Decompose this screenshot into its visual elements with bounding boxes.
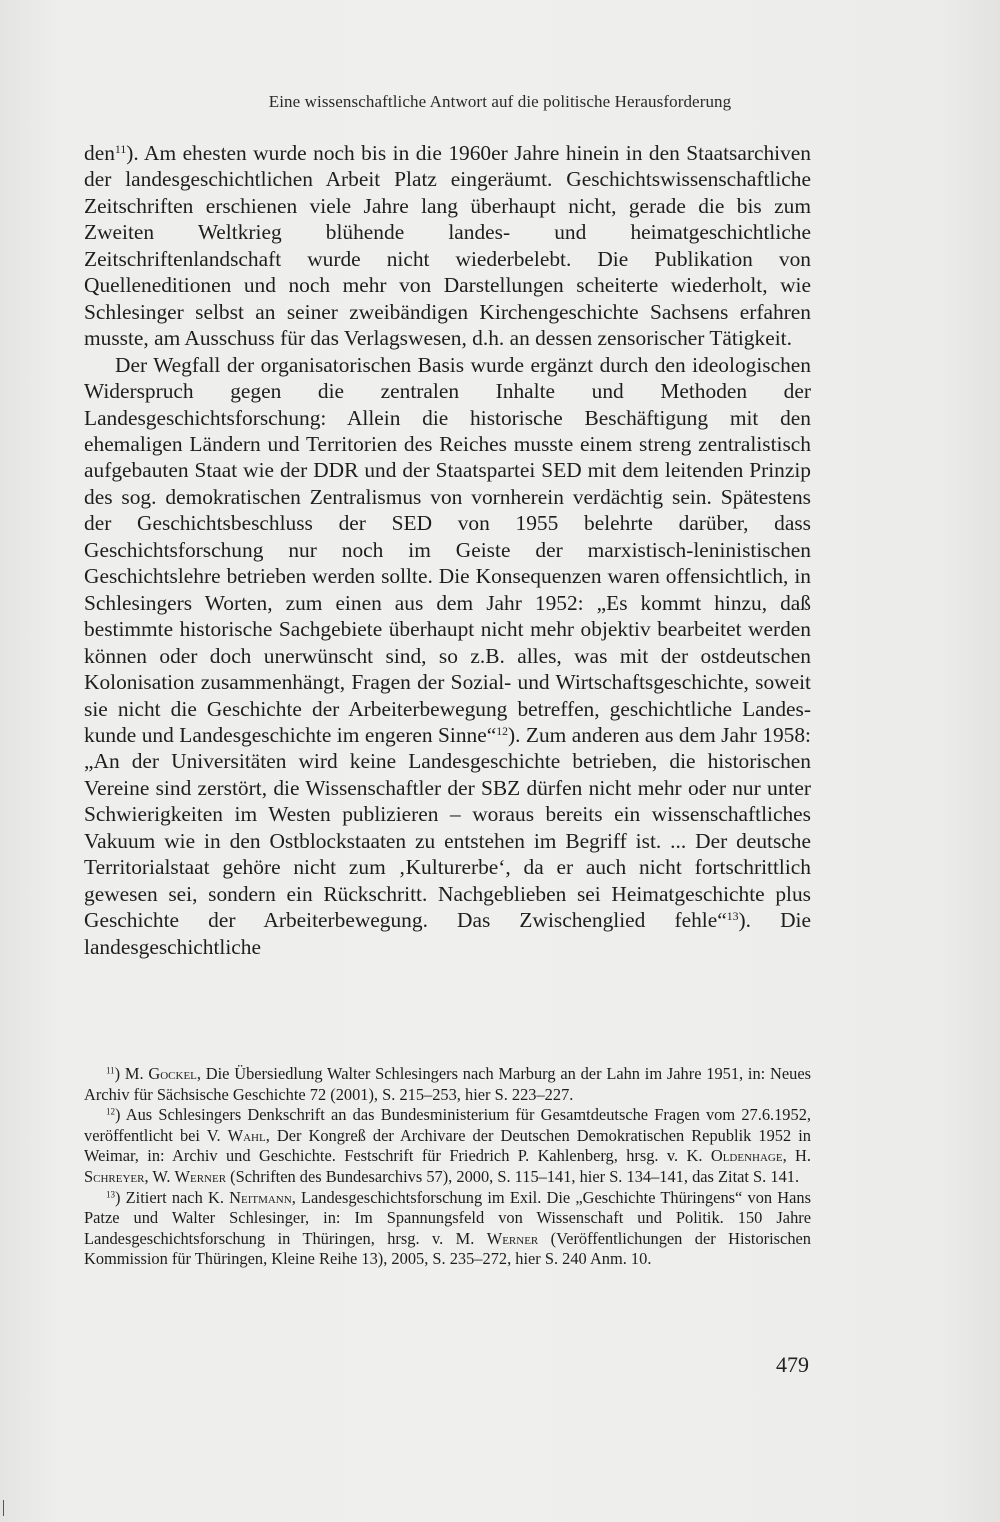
- text-run: den: [84, 141, 115, 165]
- footnote-number: 12: [106, 1106, 115, 1117]
- footnote-ref[interactable]: 13: [726, 910, 739, 924]
- paragraph: [84, 140, 811, 352]
- footnotes: [84, 1064, 811, 1270]
- footnote: [84, 1188, 811, 1270]
- text-run: (Veröffentlichungen der Historischen Kommission für Thüringen, Kleine Reihe 13), 2005, S. 235–272, hier S. 240 Anm. 10.: [84, 1228, 811, 1269]
- author-name: Neitmann: [229, 1187, 292, 1207]
- text-run: (Schriften des Bundesarchivs 57), 2000, S. 115–141, hier S. 134–141, das Zitat S. 141.: [226, 1166, 800, 1186]
- text-run: ). Die landesgeschichtliche: [84, 908, 811, 959]
- footnote-number: 11: [106, 1065, 115, 1076]
- author-name: Schreyer: [84, 1166, 145, 1186]
- text-run: , Landesgeschichtsforschung im Exil. Die „Geschichte Thüringens“ von Hans Patze und Walter Schlesinger, in: Im Spannungsfeld von Wissenschaft und Politik. 150 Jahre Landesgeschichtsforschung in Thüringen, hrsg. v. M.: [84, 1187, 811, 1248]
- running-head: Eine wissenschaftliche Antwort auf die politische Herausforderung: [268, 92, 732, 111]
- text-run: ) Zitiert nach K.: [115, 1187, 230, 1207]
- page-number: 479: [776, 1352, 809, 1377]
- paragraph: [84, 352, 811, 960]
- main-text: [84, 140, 811, 960]
- footnote-ref[interactable]: 11: [114, 142, 127, 156]
- author-name: Gockel: [148, 1064, 197, 1083]
- author-name: Wahl: [227, 1125, 266, 1145]
- footnote-ref[interactable]: 12: [496, 724, 508, 738]
- footnote: [84, 1105, 811, 1187]
- footnote-number: 13: [106, 1189, 115, 1200]
- text-run: ) M.: [114, 1064, 149, 1083]
- author-name: Werner: [174, 1166, 227, 1186]
- author-name: Oldenhage: [710, 1146, 783, 1166]
- text-run: ). Zum anderen aus dem Jahr 1958: „An der Universitäten wird keine Landesgeschichte betrieben, die historischen Vereine sind zerstört, die Wissenschaftler der SBZ dürfen nicht mehr oder nur unter Schwierigkeiten im Westen publizieren – woraus bereits ein wissenschaftliches Vakuum wie in den Ostblockstaaten zu entstehen im Begriff ist. ... Der deutsche Territorialstaat gehöre nicht zum ‚Kulturerbe‘, da er auch nicht fortschrittlich gewesen sei, sondern ein Rückschritt. Nachgeblieben sei Heimatgeschichte plus Geschichte der Arbeiterbewegung. Das Zwischenglied fehle“: [84, 722, 811, 933]
- text-run: ) Aus Schlesingers Denkschrift an das Bundesministerium für Gesamtdeutsche Fragen vom 27.6.1952, veröffentlicht bei V.: [84, 1105, 811, 1145]
- text-run: , Der Kongreß der Archivare der Deutschen Demokratischen Republik 1952 in Weimar, in: Archiv und Geschichte. Festschrift für Friedrich P. Kahlenberg, hrsg. v. K.: [84, 1125, 811, 1166]
- author-name: Werner: [486, 1228, 539, 1248]
- footnote: [84, 1064, 811, 1105]
- text-run: ). Am ehesten wurde noch bis in die 1960er Jahre hinein in den Staatsarchiven der landesgeschichtlichen Arbeit Platz eingeräumt. Geschichtswissenschaftliche Zeitschriften erschienen viele Jahre lang überhaupt nicht, gerade die bis zum Zweiten Weltkrieg blühende landes- und heimatgeschichtliche Zeitschriftenlandschaft wurde nicht wiederbelebt. Die Publikation von Quelleneditionen und noch mehr von Darstellungen scheiterte wiederholt, wie Schlesinger selbst an seiner zweibändigen Kirchengeschichte Sachsens erfahren musste, am Ausschuss für das Verlagswesen, d.h. an dessen zensorischer Tätigkeit.: [84, 141, 811, 351]
- text-run: Der Wegfall der organisatorischen Basis wurde ergänzt durch den ideologischen Widerspruch gegen die zentralen Inhalte und Methoden der Landesgeschichtsforschung: Allein die historische Beschäftigung mit den ehemaligen Ländern und Territorien des Reiches musste einem streng zentralistisch aufgebauten Staat wie der DDR und der Staatspartei SED mit dem leitenden Prinzip des sog. demokratischen Zentralismus von vornherein verdächtig sein. Spätestens der Geschichtsbeschluss der SED von 1955 belehrte darüber, dass Geschichtsforschung nur noch im Geiste der marxistisch-leninistischen Geschichtslehre betrieben werden sollte. Die Konsequenzen waren offensichtlich, in Schlesingers Worten, zum einen aus dem Jahr 1952: „Es kommt hinzu, daß bestimmte historische Sachgebiete überhaupt nicht mehr objektiv bearbeitet werden können oder doch unerwünscht sind, so z.B. alles, was mit der ostdeutschen Kolonisation zusammenhängt, Fragen der Sozial- und Wirtschaftsgeschichte, soweit sie nicht die Geschichte der Arbeiterbewegung betreffen, geschichtliche Landeskunde und Landesgeschichte im engeren Sinne“: [84, 352, 811, 747]
- text-run: , W.: [144, 1166, 175, 1186]
- text-run: , H.: [782, 1146, 811, 1166]
- text-run: , Die Übersiedlung Walter Schlesingers nach Marburg an der Lahn im Jahre 1951, in: Neues Archiv für Sächsische Geschichte 72 (2001), S. 215–253, hier S. 223–227.: [84, 1064, 811, 1104]
- scan-edge-mark: [3, 1500, 4, 1516]
